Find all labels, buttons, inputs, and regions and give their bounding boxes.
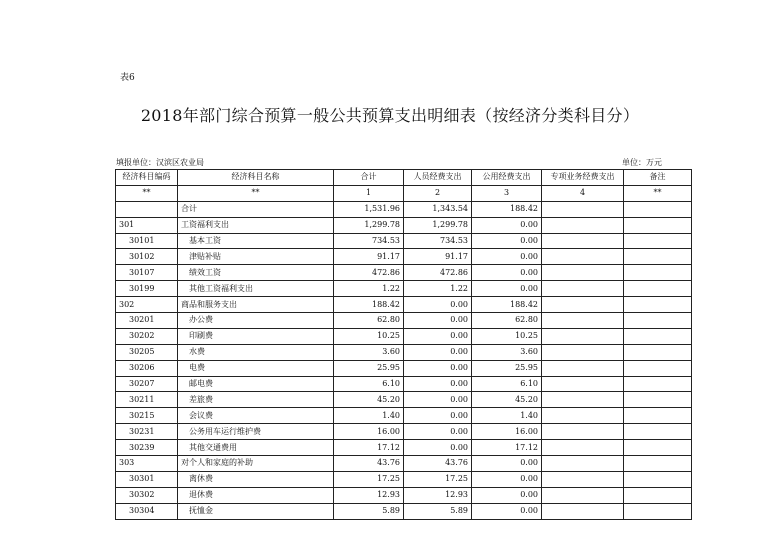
name-cell: 办公费 [178,313,334,329]
index-cell: ** [116,185,178,201]
code-cell: 30101 [116,233,178,249]
code-cell: 30215 [116,408,178,424]
table-row [116,392,692,408]
table-row [116,503,692,519]
note-cell [624,471,692,487]
note-cell [624,376,692,392]
special-cell [542,487,624,503]
col-header-total: 合计 [334,170,404,186]
personnel-cell: 0.00 [404,344,472,360]
special-cell [542,217,624,233]
personnel-cell: 17.25 [404,471,472,487]
personnel-cell: 0.00 [404,313,472,329]
table-row [116,233,692,249]
note-cell [624,503,692,519]
personnel-cell: 5.89 [404,503,472,519]
special-cell [542,471,624,487]
public-cell: 17.12 [472,440,542,456]
code-cell: 30206 [116,360,178,376]
name-cell: 津贴补贴 [178,249,334,265]
table-number: 表6 [120,73,135,83]
code-cell: 30201 [116,313,178,329]
personnel-cell: 0.00 [404,297,472,313]
note-cell [624,217,692,233]
public-cell: 45.20 [472,392,542,408]
personnel-cell: 0.00 [404,376,472,392]
name-cell: 其他交通费用 [178,440,334,456]
note-cell [624,297,692,313]
public-cell: 0.00 [472,503,542,519]
table-row [116,201,692,217]
name-cell: 水费 [178,344,334,360]
public-cell: 62.80 [472,313,542,329]
table-row [116,360,692,376]
personnel-cell: 1,299.78 [404,217,472,233]
index-cell: 2 [404,185,472,201]
code-cell: 301 [116,217,178,233]
table-row [116,456,692,472]
index-cell: 3 [472,185,542,201]
special-cell [542,360,624,376]
code-cell: 30301 [116,471,178,487]
personnel-cell: 43.76 [404,456,472,472]
public-cell: 0.00 [472,265,542,281]
personnel-cell: 91.17 [404,249,472,265]
currency-unit: 单位：万元 [622,158,662,167]
public-cell: 188.42 [472,297,542,313]
table-row [116,344,692,360]
total-cell: 5.89 [334,503,404,519]
code-cell: 30205 [116,344,178,360]
personnel-cell: 0.00 [404,360,472,376]
code-cell [116,201,178,217]
code-cell: 30199 [116,281,178,297]
public-cell: 0.00 [472,233,542,249]
name-cell: 商品和服务支出 [178,297,334,313]
note-cell [624,201,692,217]
special-cell [542,424,624,440]
total-cell: 12.93 [334,487,404,503]
note-cell [624,328,692,344]
col-header-special: 专项业务经费支出 [542,170,624,186]
special-cell [542,233,624,249]
table-row [116,328,692,344]
public-cell: 6.10 [472,376,542,392]
public-cell: 0.00 [472,249,542,265]
total-cell: 62.80 [334,313,404,329]
public-cell: 0.00 [472,456,542,472]
special-cell [542,456,624,472]
public-cell: 25.95 [472,360,542,376]
public-cell: 16.00 [472,424,542,440]
code-cell: 30207 [116,376,178,392]
name-cell: 基本工资 [178,233,334,249]
page-title: 2018年部门综合预算一般公共预算支出明细表（按经济分类科目分） [140,106,640,125]
total-cell: 188.42 [334,297,404,313]
note-cell [624,249,692,265]
col-header-code: 经济科目编码 [116,170,178,186]
name-cell: 邮电费 [178,376,334,392]
name-cell: 合计 [178,201,334,217]
public-cell: 188.42 [472,201,542,217]
col-header-public: 公用经费支出 [472,170,542,186]
total-cell: 16.00 [334,424,404,440]
personnel-cell: 0.00 [404,408,472,424]
public-cell: 3.60 [472,344,542,360]
table-row [116,471,692,487]
total-cell: 1.40 [334,408,404,424]
total-cell: 17.25 [334,471,404,487]
index-row [116,185,692,201]
col-header-name: 经济科目名称 [178,170,334,186]
total-cell: 45.20 [334,392,404,408]
note-cell [624,281,692,297]
total-cell: 1,299.78 [334,217,404,233]
special-cell [542,376,624,392]
col-header-personnel: 人员经费支出 [404,170,472,186]
name-cell: 印刷费 [178,328,334,344]
personnel-cell: 12.93 [404,487,472,503]
special-cell [542,392,624,408]
table-row [116,297,692,313]
personnel-cell: 0.00 [404,440,472,456]
name-cell: 电费 [178,360,334,376]
total-cell: 1,531.96 [334,201,404,217]
header-row [116,170,692,186]
table-row [116,408,692,424]
note-cell [624,344,692,360]
index-cell: ** [178,185,334,201]
special-cell [542,297,624,313]
code-cell: 30202 [116,328,178,344]
table-row [116,265,692,281]
table-row [116,249,692,265]
special-cell [542,440,624,456]
name-cell: 公务用车运行维护费 [178,424,334,440]
note-cell [624,392,692,408]
name-cell: 抚恤金 [178,503,334,519]
personnel-cell: 0.00 [404,424,472,440]
total-cell: 1.22 [334,281,404,297]
note-cell [624,424,692,440]
name-cell: 会议费 [178,408,334,424]
code-cell: 30302 [116,487,178,503]
special-cell [542,313,624,329]
budget-table [115,169,692,520]
total-cell: 43.76 [334,456,404,472]
table-row [116,281,692,297]
name-cell: 其他工资福利支出 [178,281,334,297]
special-cell [542,408,624,424]
total-cell: 91.17 [334,249,404,265]
note-cell [624,233,692,249]
special-cell [542,201,624,217]
public-cell: 0.00 [472,281,542,297]
code-cell: 303 [116,456,178,472]
personnel-cell: 0.00 [404,328,472,344]
note-cell [624,456,692,472]
personnel-cell: 472.86 [404,265,472,281]
special-cell [542,328,624,344]
table-row [116,313,692,329]
special-cell [542,503,624,519]
note-cell [624,313,692,329]
table-row [116,217,692,233]
note-cell [624,440,692,456]
table-row [116,440,692,456]
personnel-cell: 734.53 [404,233,472,249]
note-cell [624,265,692,281]
name-cell: 工资福利支出 [178,217,334,233]
code-cell: 30211 [116,392,178,408]
table-row [116,376,692,392]
code-cell: 302 [116,297,178,313]
personnel-cell: 0.00 [404,392,472,408]
total-cell: 25.95 [334,360,404,376]
total-cell: 472.86 [334,265,404,281]
note-cell [624,487,692,503]
special-cell [542,249,624,265]
total-cell: 10.25 [334,328,404,344]
special-cell [542,281,624,297]
table-row [116,487,692,503]
table-row [116,424,692,440]
index-cell: 4 [542,185,624,201]
note-cell [624,360,692,376]
note-cell [624,408,692,424]
index-cell: ** [624,185,692,201]
code-cell: 30107 [116,265,178,281]
public-cell: 0.00 [472,487,542,503]
total-cell: 6.10 [334,376,404,392]
special-cell [542,265,624,281]
public-cell: 0.00 [472,471,542,487]
personnel-cell: 1,343.54 [404,201,472,217]
code-cell: 30239 [116,440,178,456]
code-cell: 30102 [116,249,178,265]
public-cell: 0.00 [472,217,542,233]
total-cell: 734.53 [334,233,404,249]
name-cell: 对个人和家庭的补助 [178,456,334,472]
total-cell: 17.12 [334,440,404,456]
name-cell: 差旅费 [178,392,334,408]
index-cell: 1 [334,185,404,201]
name-cell: 离休费 [178,471,334,487]
name-cell: 绩效工资 [178,265,334,281]
reporting-unit: 填报单位：汉滨区农业局 [116,158,204,167]
code-cell: 30304 [116,503,178,519]
personnel-cell: 1.22 [404,281,472,297]
public-cell: 1.40 [472,408,542,424]
public-cell: 10.25 [472,328,542,344]
col-header-note: 备注 [624,170,692,186]
special-cell [542,344,624,360]
name-cell: 退休费 [178,487,334,503]
table-body [116,201,692,519]
code-cell: 30231 [116,424,178,440]
total-cell: 3.60 [334,344,404,360]
